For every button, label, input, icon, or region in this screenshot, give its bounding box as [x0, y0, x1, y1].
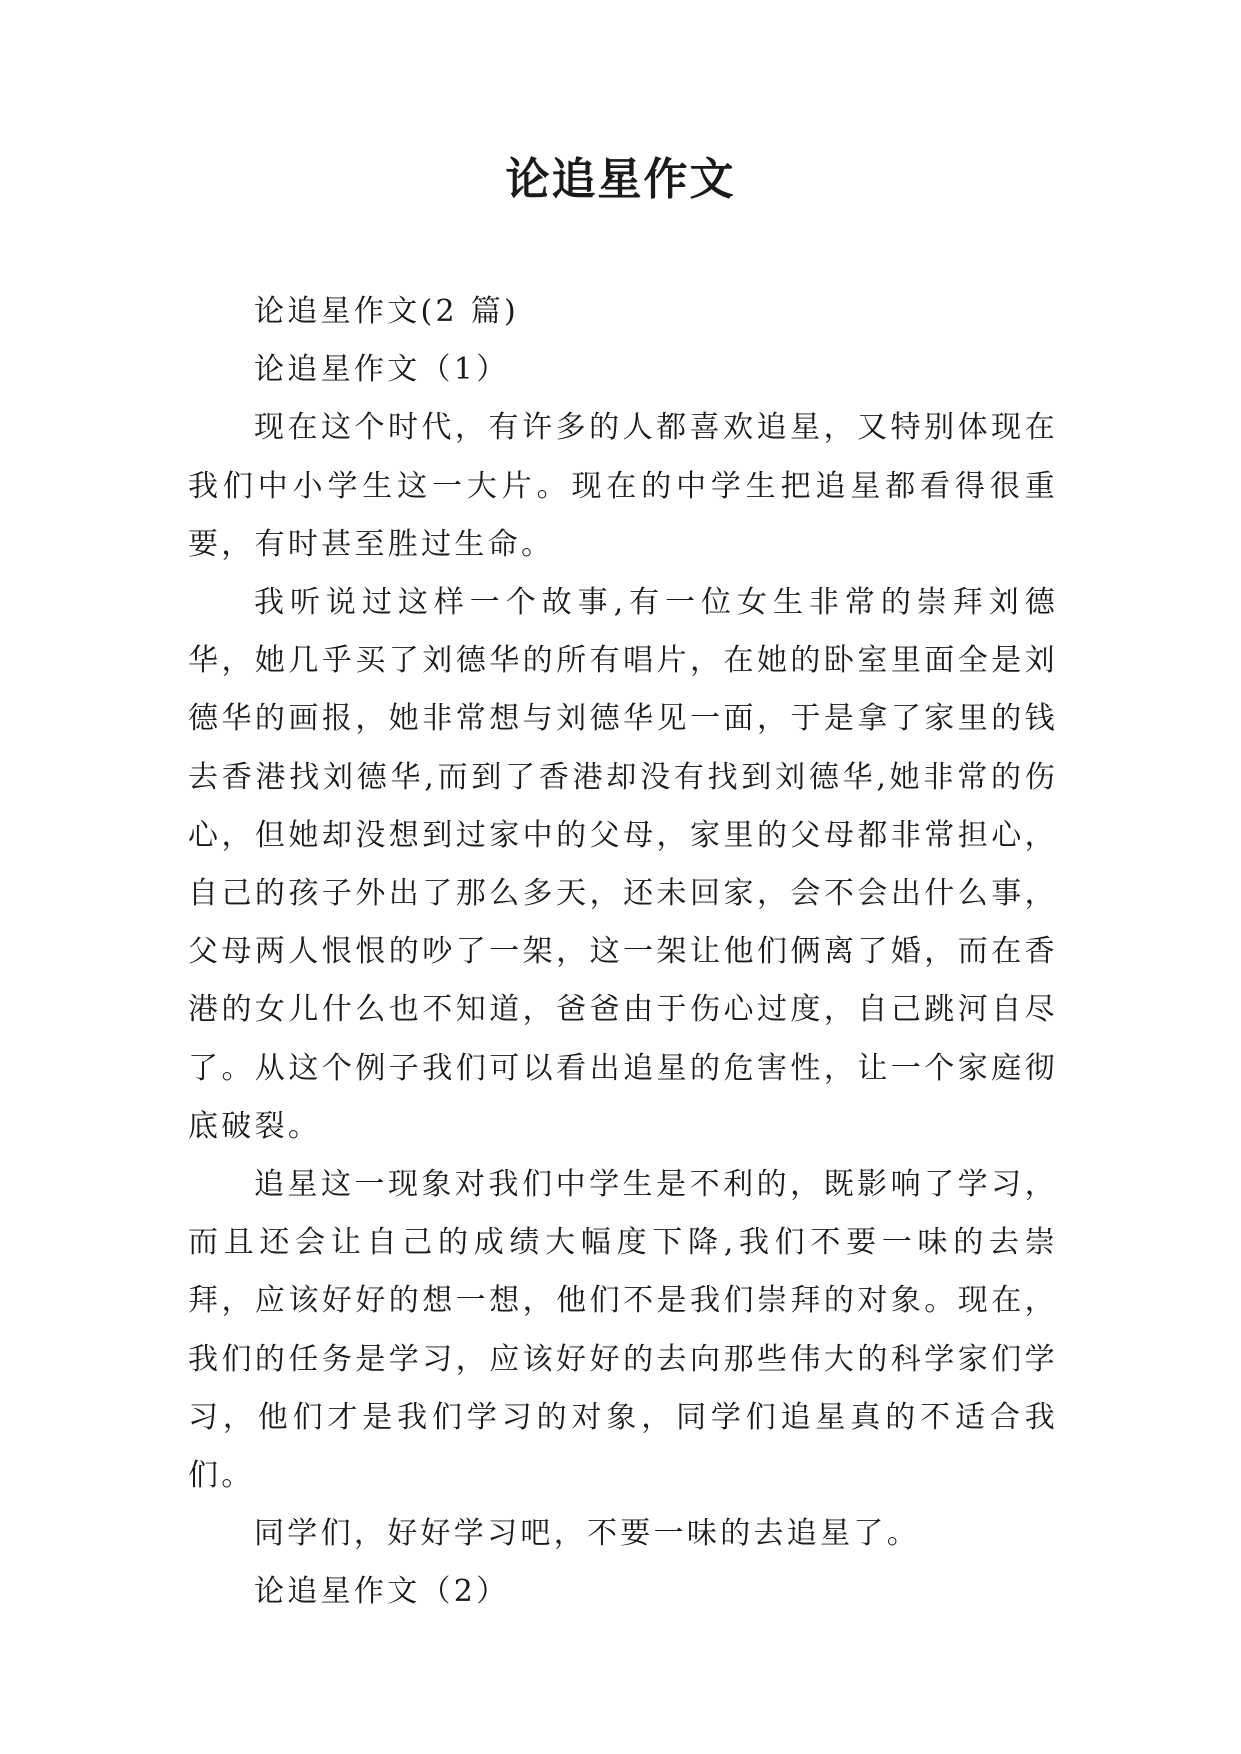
document-body [188, 283, 1058, 1622]
body-paragraph: 追星这一现象对我们中学生是不利的，既影响了学习，而且还会让自己的成绩大幅度下降,我们不要一味的去崇拜，应该好好的想一想，他们不是我们崇拜的对象。现在，我们的任务是学习，应该好好的去向那些伟大的科学家们学习，他们才是我们学习的对象，同学们追星真的不适合我们。 [188, 1167, 1058, 1494]
section-heading-2: 论追星作文（2） [254, 1574, 510, 1610]
document-title: 论追星作文 [505, 154, 736, 205]
body-paragraph: 现在这个时代，有许多的人都喜欢追星，又特别体现在我们中小学生这一大片。现在的中学生把追星都看得很重要，有时甚至胜过生命。 [188, 410, 1058, 562]
body-paragraph: 同学们，好好学习吧，不要一味的去追星了。 [254, 1516, 920, 1552]
body-paragraph: 我听说过这样一个故事,有一位女生非常的崇拜刘德华，她几乎买了刘德华的所有唱片，在她的卧室里面全是刘德华的画报，她非常想与刘德华见一面，于是拿了家里的钱去香港找刘德华,而到了香港却没有找到刘德华,她非常的伤心，但她却没想到过家中的父母，家里的父母都非常担心，自己的孩子外出了那么多天，还未回家，会不会出什么事，父母两人恨恨的吵了一架，这一架让他们俩离了婚，而在香港的女儿什么也不知道，爸爸由于伤心过度，自己跳河自尽了。从这个例子我们可以看出追星的危害性，让一个家庭彻底破裂。 [188, 585, 1058, 1144]
subtitle-paragraph: 论追星作文(2 篇) [254, 294, 520, 329]
section-heading-1: 论追星作文（1） [254, 352, 510, 388]
